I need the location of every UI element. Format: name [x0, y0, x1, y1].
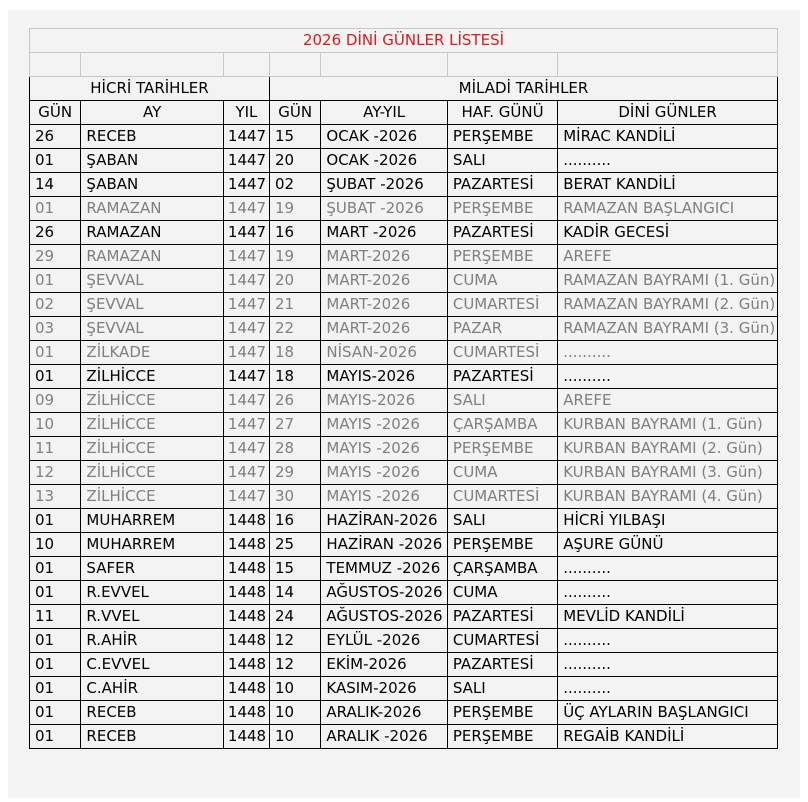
hijri-day-cell[interactable]: 01: [30, 629, 81, 653]
hijri-month-cell[interactable]: RECEB: [81, 125, 224, 149]
table-row: [30, 701, 778, 725]
column-header-month-year: AY-YIL: [321, 101, 447, 125]
weekday-cell[interactable]: SALI: [447, 389, 557, 413]
hijri-year-cell[interactable]: 1447: [223, 197, 269, 221]
weekday-cell[interactable]: CUMA: [447, 461, 557, 485]
hijri-month-cell[interactable]: ZİLHİCCE: [81, 485, 224, 509]
hijri-year-cell[interactable]: 1447: [223, 341, 269, 365]
weekday-cell[interactable]: PERŞEMBE: [447, 437, 557, 461]
empty-cell[interactable]: [558, 53, 778, 77]
gregorian-day-cell[interactable]: 20: [269, 269, 320, 293]
hijri-day-cell[interactable]: 01: [30, 149, 81, 173]
religious-day-cell[interactable]: ..........: [558, 557, 778, 581]
column-header-weekday: HAF. GÜNÜ: [447, 101, 557, 125]
religious-day-cell[interactable]: RAMAZAN BAYRAMI (1. Gün): [558, 269, 778, 293]
table-row: [30, 293, 778, 317]
weekday-cell[interactable]: CUMARTESİ: [447, 485, 557, 509]
table-row: [30, 653, 778, 677]
hijri-year-cell[interactable]: 1447: [223, 365, 269, 389]
religious-day-cell[interactable]: RAMAZAN BAYRAMI (3. Gün): [558, 317, 778, 341]
religious-day-cell[interactable]: ..........: [558, 341, 778, 365]
table-row: [30, 197, 778, 221]
empty-cell[interactable]: [223, 53, 269, 77]
table-row: [30, 581, 778, 605]
empty-row: [30, 53, 778, 77]
empty-cell[interactable]: [30, 53, 81, 77]
weekday-cell[interactable]: PERŞEMBE: [447, 533, 557, 557]
religious-day-cell[interactable]: KURBAN BAYRAMI (4. Gün): [558, 485, 778, 509]
hijri-year-cell[interactable]: 1448: [223, 581, 269, 605]
hijri-month-cell[interactable]: SAFER: [81, 557, 224, 581]
hijri-month-cell[interactable]: ZİLHİCCE: [81, 461, 224, 485]
hijri-year-cell[interactable]: 1447: [223, 149, 269, 173]
table-row: [30, 341, 778, 365]
hijri-month-cell[interactable]: RAMAZAN: [81, 197, 224, 221]
religious-day-cell[interactable]: ÜÇ AYLARIN BAŞLANGICI: [558, 701, 778, 725]
gregorian-day-cell[interactable]: 18: [269, 341, 320, 365]
table-row: [30, 149, 778, 173]
hijri-month-cell[interactable]: RECEB: [81, 701, 224, 725]
religious-day-cell[interactable]: HİCRİ YILBAŞI: [558, 509, 778, 533]
hijri-day-cell[interactable]: 11: [30, 437, 81, 461]
hijri-day-cell[interactable]: 01: [30, 653, 81, 677]
religious-day-cell[interactable]: RAMAZAN BAYRAMI (2. Gün): [558, 293, 778, 317]
gregorian-day-cell[interactable]: 30: [269, 485, 320, 509]
hijri-year-cell[interactable]: 1448: [223, 605, 269, 629]
table-row: [30, 173, 778, 197]
hijri-month-cell[interactable]: MUHARREM: [81, 533, 224, 557]
gregorian-month-year-cell[interactable]: MART-2026: [321, 317, 447, 341]
religious-day-cell[interactable]: MİRAC KANDİLİ: [558, 125, 778, 149]
hijri-year-cell[interactable]: 1447: [223, 389, 269, 413]
gregorian-day-cell[interactable]: 10: [269, 725, 320, 749]
gregorian-day-cell[interactable]: 12: [269, 629, 320, 653]
hijri-year-cell[interactable]: 1448: [223, 557, 269, 581]
religious-day-cell[interactable]: ..........: [558, 581, 778, 605]
gregorian-day-cell[interactable]: 20: [269, 149, 320, 173]
gregorian-month-year-cell[interactable]: MART-2026: [321, 269, 447, 293]
gregorian-month-year-cell[interactable]: HAZİRAN-2026: [321, 509, 447, 533]
hijri-year-cell[interactable]: 1447: [223, 293, 269, 317]
gregorian-month-year-cell[interactable]: KASIM-2026: [321, 677, 447, 701]
hijri-day-cell[interactable]: 01: [30, 509, 81, 533]
hijri-year-cell[interactable]: 1447: [223, 437, 269, 461]
religious-day-cell[interactable]: RAMAZAN BAŞLANGICI: [558, 197, 778, 221]
hijri-month-cell[interactable]: R.VVEL: [81, 605, 224, 629]
table-row: [30, 629, 778, 653]
table-row: [30, 389, 778, 413]
empty-cell[interactable]: [269, 53, 320, 77]
gregorian-month-year-cell[interactable]: MAYIS -2026: [321, 413, 447, 437]
weekday-cell[interactable]: PAZAR: [447, 317, 557, 341]
column-header-religious-day: DİNİ GÜNLER: [558, 101, 778, 125]
table-row: [30, 677, 778, 701]
hijri-month-cell[interactable]: ZİLHİCCE: [81, 389, 224, 413]
hijri-year-cell[interactable]: 1447: [223, 413, 269, 437]
gregorian-day-cell[interactable]: 27: [269, 413, 320, 437]
gregorian-month-year-cell[interactable]: OCAK -2026: [321, 125, 447, 149]
hijri-month-cell[interactable]: RAMAZAN: [81, 221, 224, 245]
hijri-day-cell[interactable]: 26: [30, 221, 81, 245]
table-row: [30, 221, 778, 245]
gregorian-month-year-cell[interactable]: ARALIK-2026: [321, 701, 447, 725]
religious-day-cell[interactable]: REGAİB KANDİLİ: [558, 725, 778, 749]
hijri-day-cell[interactable]: 11: [30, 605, 81, 629]
hijri-day-cell[interactable]: 03: [30, 317, 81, 341]
hijri-month-cell[interactable]: ŞABAN: [81, 149, 224, 173]
weekday-cell[interactable]: CUMARTESİ: [447, 629, 557, 653]
column-header-hijri-month: AY: [81, 101, 224, 125]
hijri-month-cell[interactable]: R.AHİR: [81, 629, 224, 653]
weekday-cell[interactable]: PAZARTESİ: [447, 173, 557, 197]
weekday-cell[interactable]: SALI: [447, 149, 557, 173]
weekday-cell[interactable]: CUMARTESİ: [447, 293, 557, 317]
weekday-cell[interactable]: PERŞEMBE: [447, 701, 557, 725]
hijri-month-cell[interactable]: RAMAZAN: [81, 245, 224, 269]
religious-day-cell[interactable]: ..........: [558, 365, 778, 389]
table-row: [30, 125, 778, 149]
hijri-year-cell[interactable]: 1447: [223, 173, 269, 197]
gregorian-month-year-cell[interactable]: NİSAN-2026: [321, 341, 447, 365]
hijri-month-cell[interactable]: R.EVVEL: [81, 581, 224, 605]
hijri-month-cell[interactable]: MUHARREM: [81, 509, 224, 533]
weekday-cell[interactable]: PERŞEMBE: [447, 245, 557, 269]
hijri-day-cell[interactable]: 01: [30, 365, 81, 389]
hijri-day-cell[interactable]: 01: [30, 341, 81, 365]
hijri-section-header: HİCRİ TARİHLER: [30, 77, 270, 101]
religious-day-cell[interactable]: KURBAN BAYRAMI (3. Gün): [558, 461, 778, 485]
table-row: [30, 317, 778, 341]
gregorian-day-cell[interactable]: 26: [269, 389, 320, 413]
hijri-month-cell[interactable]: ZİLHİCCE: [81, 437, 224, 461]
table-row: [30, 365, 778, 389]
hijri-day-cell[interactable]: 01: [30, 725, 81, 749]
table-row: [30, 725, 778, 749]
table-row: [30, 605, 778, 629]
religious-day-cell[interactable]: AREFE: [558, 389, 778, 413]
hijri-day-cell[interactable]: 10: [30, 533, 81, 557]
weekday-cell[interactable]: PERŞEMBE: [447, 125, 557, 149]
empty-cell[interactable]: [321, 53, 447, 77]
empty-cell[interactable]: [447, 53, 557, 77]
hijri-day-cell[interactable]: 12: [30, 461, 81, 485]
hijri-day-cell[interactable]: 01: [30, 677, 81, 701]
gregorian-day-cell[interactable]: 10: [269, 677, 320, 701]
weekday-cell[interactable]: SALI: [447, 677, 557, 701]
gregorian-day-cell[interactable]: 15: [269, 557, 320, 581]
weekday-cell[interactable]: CUMARTESİ: [447, 341, 557, 365]
table-row: [30, 485, 778, 509]
religious-day-cell[interactable]: BERAT KANDİLİ: [558, 173, 778, 197]
gregorian-day-cell[interactable]: 29: [269, 461, 320, 485]
religious-day-cell[interactable]: ..........: [558, 629, 778, 653]
weekday-cell[interactable]: PERŞEMBE: [447, 197, 557, 221]
hijri-year-cell[interactable]: 1448: [223, 677, 269, 701]
column-header-hijri-year: YIL: [223, 101, 269, 125]
weekday-cell[interactable]: PERŞEMBE: [447, 725, 557, 749]
weekday-cell[interactable]: SALI: [447, 509, 557, 533]
table-row: [30, 269, 778, 293]
weekday-cell[interactable]: ÇARŞAMBA: [447, 557, 557, 581]
religious-day-cell[interactable]: ..........: [558, 653, 778, 677]
hijri-month-cell[interactable]: ŞABAN: [81, 173, 224, 197]
gregorian-month-year-cell[interactable]: MART-2026: [321, 293, 447, 317]
gregorian-month-year-cell[interactable]: ŞUBAT -2026: [321, 173, 447, 197]
gregorian-day-cell[interactable]: 02: [269, 173, 320, 197]
weekday-cell[interactable]: PAZARTESİ: [447, 221, 557, 245]
gregorian-day-cell[interactable]: 15: [269, 125, 320, 149]
hijri-month-cell[interactable]: ŞEVVAL: [81, 293, 224, 317]
gregorian-month-year-cell[interactable]: MART-2026: [321, 245, 447, 269]
hijri-day-cell[interactable]: 02: [30, 293, 81, 317]
hijri-year-cell[interactable]: 1447: [223, 221, 269, 245]
gregorian-month-year-cell[interactable]: MAYIS -2026: [321, 461, 447, 485]
gregorian-month-year-cell[interactable]: ŞUBAT -2026: [321, 197, 447, 221]
hijri-day-cell[interactable]: 29: [30, 245, 81, 269]
gregorian-day-cell[interactable]: 21: [269, 293, 320, 317]
hijri-year-cell[interactable]: 1448: [223, 629, 269, 653]
table-row: [30, 437, 778, 461]
column-header-row: [30, 101, 778, 125]
gregorian-month-year-cell[interactable]: MART -2026: [321, 221, 447, 245]
hijri-month-cell[interactable]: ZİLHİCCE: [81, 365, 224, 389]
gregorian-month-year-cell[interactable]: HAZİRAN -2026: [321, 533, 447, 557]
hijri-year-cell[interactable]: 1447: [223, 269, 269, 293]
hijri-year-cell[interactable]: 1448: [223, 509, 269, 533]
hijri-month-cell[interactable]: C.EVVEL: [81, 653, 224, 677]
weekday-cell[interactable]: CUMA: [447, 581, 557, 605]
hijri-year-cell[interactable]: 1447: [223, 125, 269, 149]
gregorian-day-cell[interactable]: 28: [269, 437, 320, 461]
religious-days-table: [29, 28, 778, 749]
gregorian-month-year-cell[interactable]: MAYIS -2026: [321, 485, 447, 509]
gregorian-month-year-cell[interactable]: MAYIS-2026: [321, 389, 447, 413]
religious-day-cell[interactable]: KURBAN BAYRAMI (2. Gün): [558, 437, 778, 461]
hijri-month-cell[interactable]: RECEB: [81, 725, 224, 749]
hijri-month-cell[interactable]: C.AHİR: [81, 677, 224, 701]
hijri-day-cell[interactable]: 13: [30, 485, 81, 509]
hijri-day-cell[interactable]: 01: [30, 197, 81, 221]
gregorian-day-cell[interactable]: 19: [269, 197, 320, 221]
religious-day-cell[interactable]: KURBAN BAYRAMI (1. Gün): [558, 413, 778, 437]
gregorian-month-year-cell[interactable]: EKİM-2026: [321, 653, 447, 677]
table-row: [30, 245, 778, 269]
hijri-day-cell[interactable]: 01: [30, 557, 81, 581]
gregorian-month-year-cell[interactable]: OCAK -2026: [321, 149, 447, 173]
gregorian-day-cell[interactable]: 24: [269, 605, 320, 629]
gregorian-month-year-cell[interactable]: MAYIS-2026: [321, 365, 447, 389]
gregorian-day-cell[interactable]: 10: [269, 701, 320, 725]
hijri-day-cell[interactable]: 14: [30, 173, 81, 197]
hijri-day-cell[interactable]: 01: [30, 269, 81, 293]
religious-day-cell[interactable]: MEVLİD KANDİLİ: [558, 605, 778, 629]
hijri-day-cell[interactable]: 10: [30, 413, 81, 437]
gregorian-day-cell[interactable]: 14: [269, 581, 320, 605]
gregorian-month-year-cell[interactable]: AĞUSTOS-2026: [321, 581, 447, 605]
gregorian-day-cell[interactable]: 16: [269, 509, 320, 533]
table-row: [30, 509, 778, 533]
hijri-month-cell[interactable]: ZİLKADE: [81, 341, 224, 365]
gregorian-month-year-cell[interactable]: AĞUSTOS-2026: [321, 605, 447, 629]
column-header-hijri-day: GÜN: [30, 101, 81, 125]
hijri-month-cell[interactable]: ŞEVVAL: [81, 317, 224, 341]
gregorian-month-year-cell[interactable]: EYLÜL -2026: [321, 629, 447, 653]
hijri-month-cell[interactable]: ZİLHİCCE: [81, 413, 224, 437]
hijri-day-cell[interactable]: 26: [30, 125, 81, 149]
hijri-month-cell[interactable]: ŞEVVAL: [81, 269, 224, 293]
religious-day-cell[interactable]: ..........: [558, 677, 778, 701]
hijri-year-cell[interactable]: 1448: [223, 701, 269, 725]
gregorian-month-year-cell[interactable]: TEMMUZ -2026: [321, 557, 447, 581]
table-row: [30, 461, 778, 485]
hijri-year-cell[interactable]: 1447: [223, 485, 269, 509]
hijri-year-cell[interactable]: 1447: [223, 317, 269, 341]
table-row: [30, 533, 778, 557]
hijri-day-cell[interactable]: 01: [30, 581, 81, 605]
hijri-day-cell[interactable]: 01: [30, 701, 81, 725]
gregorian-day-cell[interactable]: 18: [269, 365, 320, 389]
gregorian-day-cell[interactable]: 25: [269, 533, 320, 557]
table-title: 2026 DİNİ GÜNLER LİSTESİ: [30, 29, 778, 53]
gregorian-day-cell[interactable]: 19: [269, 245, 320, 269]
gregorian-month-year-cell[interactable]: ARALIK -2026: [321, 725, 447, 749]
religious-day-cell[interactable]: AREFE: [558, 245, 778, 269]
hijri-day-cell[interactable]: 09: [30, 389, 81, 413]
hijri-year-cell[interactable]: 1447: [223, 245, 269, 269]
gregorian-day-cell[interactable]: 22: [269, 317, 320, 341]
religious-day-cell[interactable]: AŞURE GÜNÜ: [558, 533, 778, 557]
weekday-cell[interactable]: PAZARTESİ: [447, 365, 557, 389]
gregorian-day-cell[interactable]: 16: [269, 221, 320, 245]
hijri-year-cell[interactable]: 1448: [223, 653, 269, 677]
gregorian-day-cell[interactable]: 12: [269, 653, 320, 677]
table-row: [30, 413, 778, 437]
religious-day-cell[interactable]: KADİR GECESİ: [558, 221, 778, 245]
gregorian-month-year-cell[interactable]: MAYIS -2026: [321, 437, 447, 461]
hijri-year-cell[interactable]: 1448: [223, 725, 269, 749]
religious-day-cell[interactable]: ..........: [558, 149, 778, 173]
column-header-gregorian-day: GÜN: [269, 101, 320, 125]
weekday-cell[interactable]: ÇARŞAMBA: [447, 413, 557, 437]
weekday-cell[interactable]: CUMA: [447, 269, 557, 293]
empty-cell[interactable]: [81, 53, 224, 77]
weekday-cell[interactable]: PAZARTESİ: [447, 653, 557, 677]
table-row: [30, 557, 778, 581]
hijri-year-cell[interactable]: 1447: [223, 461, 269, 485]
hijri-year-cell[interactable]: 1448: [223, 533, 269, 557]
gregorian-section-header: MİLADİ TARİHLER: [269, 77, 777, 101]
weekday-cell[interactable]: PAZARTESİ: [447, 605, 557, 629]
